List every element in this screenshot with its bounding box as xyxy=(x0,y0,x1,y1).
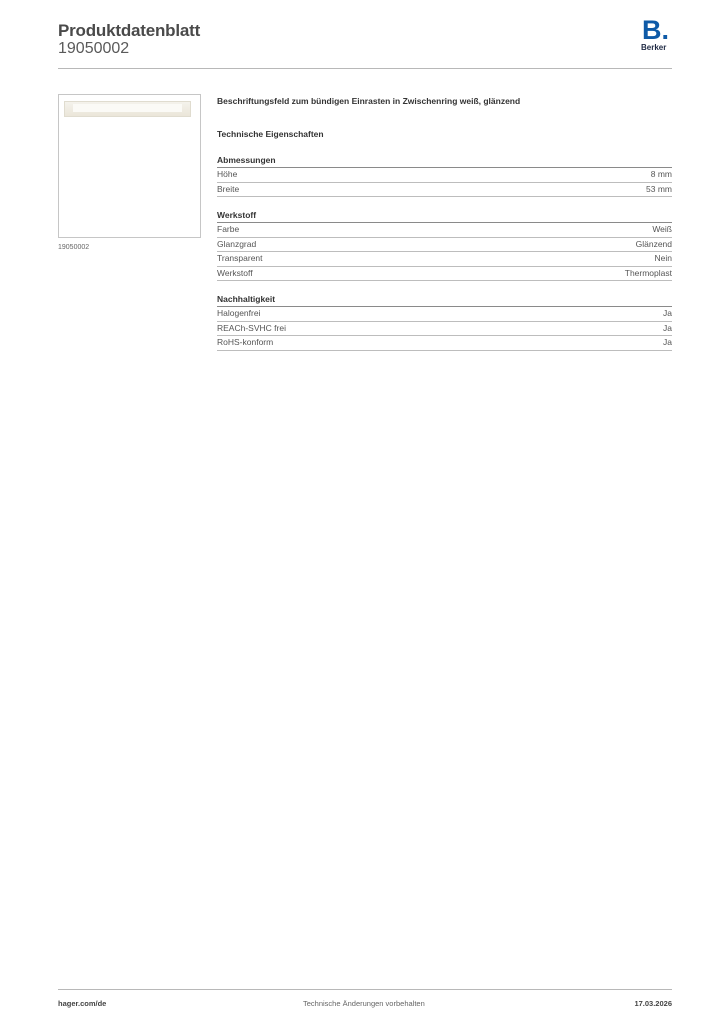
spec-value: Ja xyxy=(663,308,672,318)
spec-label: Farbe xyxy=(217,224,240,234)
spec-label: Transparent xyxy=(217,253,263,263)
product-image xyxy=(58,94,201,238)
spec-label: Halogenfrei xyxy=(217,308,261,318)
spec-row xyxy=(217,223,672,238)
article-number: 19050002 xyxy=(58,40,130,57)
technical-properties-heading: Technische Eigenschaften xyxy=(217,129,324,139)
spec-row xyxy=(217,238,672,253)
spec-value: Glänzend xyxy=(635,238,672,249)
page-title: Produktdatenblatt xyxy=(58,21,201,40)
spec-value: Thermoplast xyxy=(624,267,672,278)
section-heading: Werkstoff xyxy=(217,210,672,223)
spec-label: Breite xyxy=(217,183,240,194)
spec-row xyxy=(217,336,672,351)
spec-label: RoHS-konform xyxy=(217,337,274,347)
section-sustainability xyxy=(217,294,672,351)
spec-value: 53 mm xyxy=(646,183,672,194)
spec-label: REACh-SVHC frei xyxy=(217,322,286,333)
spec-row xyxy=(217,322,672,337)
berker-logo xyxy=(640,17,674,55)
spec-label: Glanzgrad xyxy=(217,238,257,249)
spec-row xyxy=(217,307,672,322)
spec-label: Werkstoff xyxy=(217,267,253,278)
footer-notice: Technische Änderungen vorbehalten xyxy=(303,999,425,1008)
spec-row xyxy=(217,183,672,198)
berker-logo-mark: B. xyxy=(642,15,669,45)
header-divider xyxy=(58,68,672,69)
spec-row xyxy=(217,252,672,267)
section-heading: Nachhaltigkeit xyxy=(217,294,672,307)
section-dimensions xyxy=(217,155,672,197)
spec-value: 8 mm xyxy=(650,169,672,179)
image-caption: 19050002 xyxy=(58,244,90,251)
label-field-picture xyxy=(64,101,191,117)
spec-row xyxy=(217,168,672,183)
section-heading: Abmessungen xyxy=(217,155,672,168)
spec-value: Weiß xyxy=(652,224,672,234)
section-material xyxy=(217,210,672,281)
product-details xyxy=(217,96,672,351)
spec-label: Höhe xyxy=(217,169,238,179)
berker-logo-text: Berker xyxy=(641,43,667,52)
footer-divider xyxy=(58,989,672,990)
footer-website: hager.com/de xyxy=(58,999,107,1008)
spec-row xyxy=(217,267,672,282)
spec-value: Ja xyxy=(663,337,672,347)
product-description: Beschriftungsfeld zum bündigen Einrasten in Zwischenring weiß, glänzend xyxy=(217,96,521,106)
spec-value: Ja xyxy=(663,322,672,333)
footer-date: 17.03.2026 xyxy=(634,999,672,1008)
spec-value: Nein xyxy=(654,253,672,263)
